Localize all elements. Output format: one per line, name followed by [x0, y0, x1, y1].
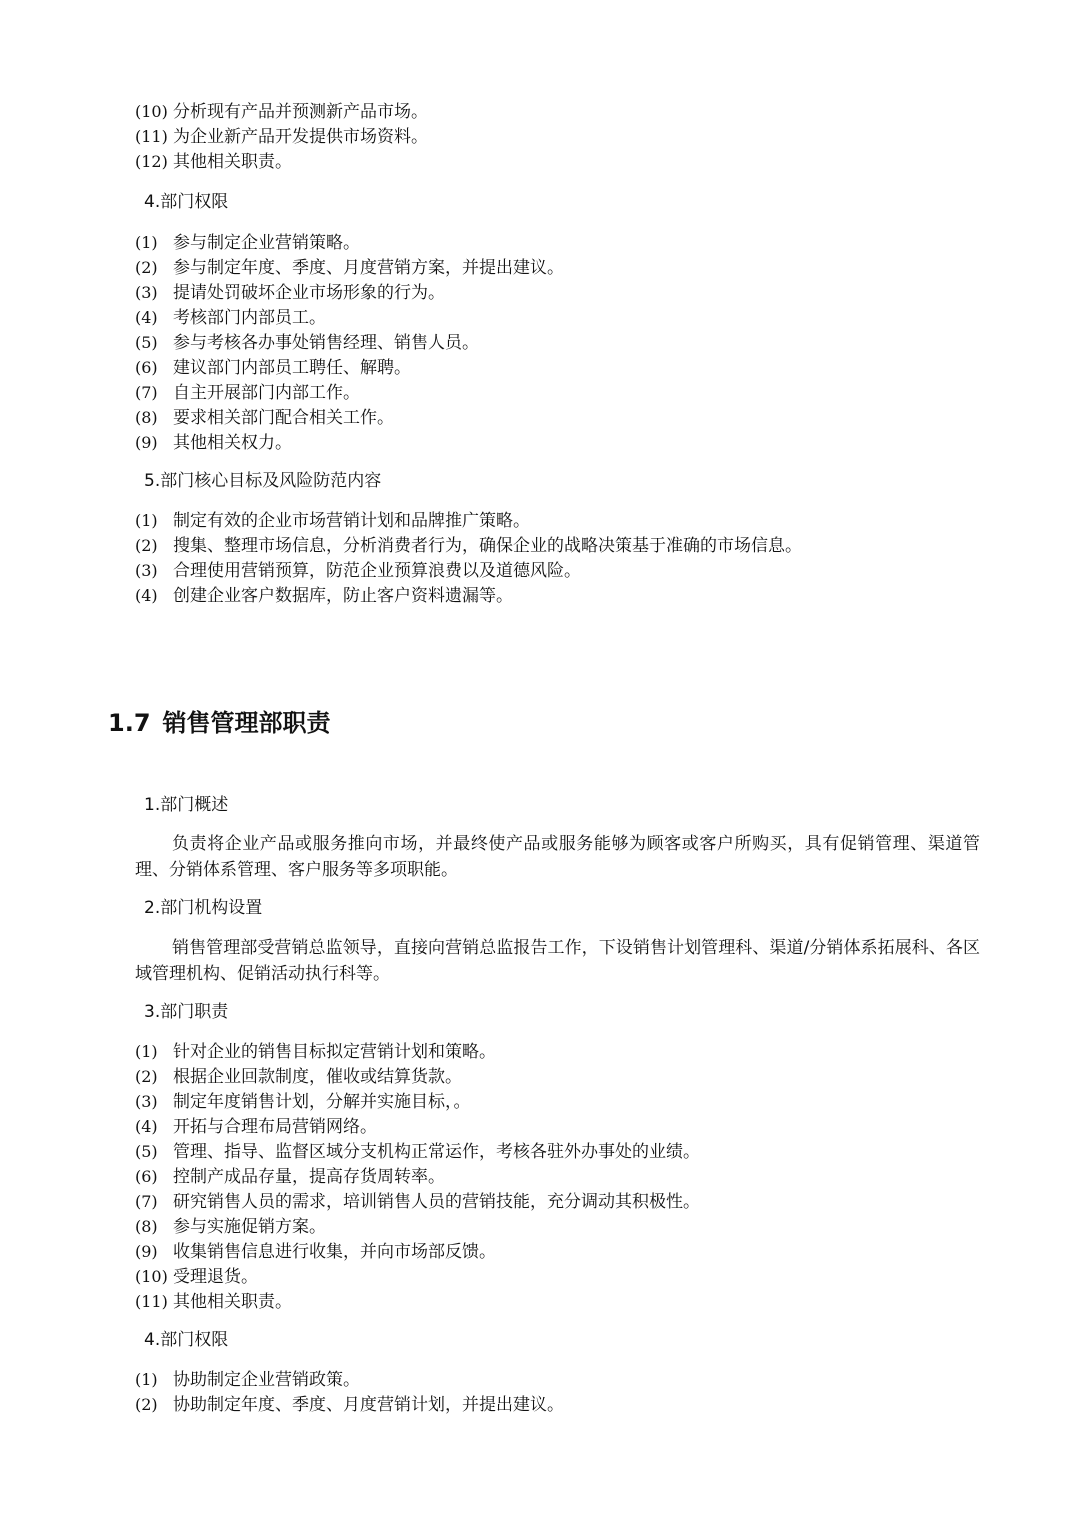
item-text: 合理使用营销预算，防范企业预算浪费以及道德风险。	[173, 561, 581, 581]
item-number: (12)	[135, 152, 168, 171]
list-item	[135, 1392, 564, 1417]
section-title-goals: 5.部门核心目标及风险防范内容	[144, 471, 382, 491]
item-number: (7)	[135, 1192, 158, 1211]
item-text: 控制产成品存量，提高存货周转率。	[173, 1167, 445, 1187]
list-item	[135, 255, 564, 280]
item-number: (4)	[135, 586, 158, 605]
list-item	[135, 280, 564, 305]
list-item	[135, 1164, 700, 1189]
list-item	[135, 533, 802, 558]
item-text: 考核部门内部员工。	[173, 308, 326, 328]
section-title-overview: 1.部门概述	[144, 795, 229, 815]
item-text: 制定年度销售计划，分解并实施目标，。	[173, 1092, 471, 1112]
item-number: (8)	[135, 1217, 158, 1236]
list-item	[135, 230, 564, 255]
list-item	[135, 1039, 700, 1064]
list-item	[135, 1289, 700, 1314]
item-text: 创建企业客户数据库，防止客户资料遗漏等。	[173, 586, 513, 606]
list-item	[135, 558, 802, 583]
item-number: (1)	[135, 1042, 158, 1061]
item-text: 根据企业回款制度，催收或结算货款。	[173, 1067, 462, 1087]
chapter-number: 1.7	[108, 709, 151, 737]
item-number: (8)	[135, 408, 158, 427]
item-text: 提请处罚破坏企业市场形象的行为。	[173, 283, 445, 303]
item-text: 收集销售信息进行收集，并向市场部反馈。	[173, 1242, 496, 1262]
item-number: (11)	[135, 127, 168, 146]
item-number: (2)	[135, 536, 158, 555]
item-number: (4)	[135, 1117, 158, 1136]
item-number: (5)	[135, 333, 158, 352]
list-item	[135, 1089, 700, 1114]
list-item	[135, 380, 564, 405]
list-goals	[135, 508, 802, 608]
list-item	[135, 1239, 700, 1264]
item-text: 建议部门内部员工聘任、解聘。	[173, 358, 411, 378]
item-text: 管理、指导、监督区域分支机构正常运作，考核各驻外办事处的业绩。	[173, 1142, 700, 1162]
item-text: 针对企业的销售目标拟定营销计划和策略。	[173, 1042, 496, 1062]
item-text: 分析现有产品并预测新产品市场。	[173, 102, 428, 122]
chapter-heading	[108, 703, 331, 743]
list-item	[135, 1264, 700, 1289]
item-text: 制定有效的企业市场营销计划和品牌推广策略。	[173, 511, 530, 531]
item-number: (2)	[135, 258, 158, 277]
list-authority-b	[135, 1367, 564, 1417]
list-item	[135, 430, 564, 455]
item-number: (6)	[135, 1167, 158, 1186]
item-number: (6)	[135, 358, 158, 377]
item-number: (4)	[135, 308, 158, 327]
item-number: (1)	[135, 233, 158, 252]
item-number: (5)	[135, 1142, 158, 1161]
list-item	[135, 149, 428, 174]
item-text: 协助制定企业营销政策。	[173, 1370, 360, 1390]
item-number: (10)	[135, 1267, 168, 1286]
item-number: (3)	[135, 1092, 158, 1111]
list-item	[135, 124, 428, 149]
section-title-duties: 3.部门职责	[144, 1002, 229, 1022]
list-duties	[135, 1039, 700, 1314]
list-item	[135, 405, 564, 430]
list-item	[135, 1189, 700, 1214]
item-number: (10)	[135, 102, 168, 121]
item-text: 搜集、整理市场信息，分析消费者行为，确保企业的战略决策基于准确的市场信息。	[173, 536, 802, 556]
item-number: (3)	[135, 283, 158, 302]
item-number: (11)	[135, 1292, 168, 1311]
item-text: 参与制定年度、季度、月度营销方案，并提出建议。	[173, 258, 564, 278]
overview-paragraph: 负责将企业产品或服务推向市场，并最终使产品或服务能够为顾客或客户所购买，具有促销管理、渠道管理、分销体系管理、客户服务等多项职能。	[135, 834, 980, 880]
item-number: (9)	[135, 433, 158, 452]
item-number: (1)	[135, 511, 158, 530]
item-text: 开拓与合理布局营销网络。	[173, 1117, 377, 1137]
item-text: 为企业新产品开发提供市场资料。	[173, 127, 428, 147]
item-number: (7)	[135, 383, 158, 402]
list-item	[135, 330, 564, 355]
list-item	[135, 99, 428, 124]
item-text: 研究销售人员的需求，培训销售人员的营销技能，充分调动其积极性。	[173, 1192, 700, 1212]
item-number: (1)	[135, 1370, 158, 1389]
item-number: (9)	[135, 1242, 158, 1261]
list-authority-a	[135, 230, 564, 455]
item-text: 其他相关职责。	[173, 1292, 292, 1312]
item-text: 其他相关权力。	[173, 433, 292, 453]
item-text: 参与考核各办事处销售经理、销售人员。	[173, 333, 479, 353]
section-title-authority-a: 4.部门权限	[144, 192, 229, 212]
list-item	[135, 1114, 700, 1139]
list-item	[135, 1367, 564, 1392]
section-title-authority-b: 4.部门权限	[144, 1330, 229, 1350]
section-title-structure: 2.部门机构设置	[144, 898, 263, 918]
item-text: 其他相关职责。	[173, 152, 292, 172]
item-text: 参与实施促销方案。	[173, 1217, 326, 1237]
item-number: (3)	[135, 561, 158, 580]
list-item	[135, 305, 564, 330]
structure-paragraph: 销售管理部受营销总监领导，直接向营销总监报告工作，下设销售计划管理科、渠道/分销体系拓展科、各区域管理机构、促销活动执行科等。	[135, 938, 980, 984]
list-item	[135, 1064, 700, 1089]
list-top	[135, 99, 428, 174]
item-number: (2)	[135, 1067, 158, 1086]
list-item	[135, 1214, 700, 1239]
list-item	[135, 508, 802, 533]
list-item	[135, 355, 564, 380]
chapter-title: 销售管理部职责	[162, 709, 331, 737]
list-item	[135, 583, 802, 608]
item-text: 自主开展部门内部工作。	[173, 383, 360, 403]
item-text: 要求相关部门配合相关工作。	[173, 408, 394, 428]
item-text: 参与制定企业营销策略。	[173, 233, 360, 253]
list-item	[135, 1139, 700, 1164]
item-number: (2)	[135, 1395, 158, 1414]
item-text: 受理退货。	[173, 1267, 258, 1287]
item-text: 协助制定年度、季度、月度营销计划，并提出建议。	[173, 1395, 564, 1415]
